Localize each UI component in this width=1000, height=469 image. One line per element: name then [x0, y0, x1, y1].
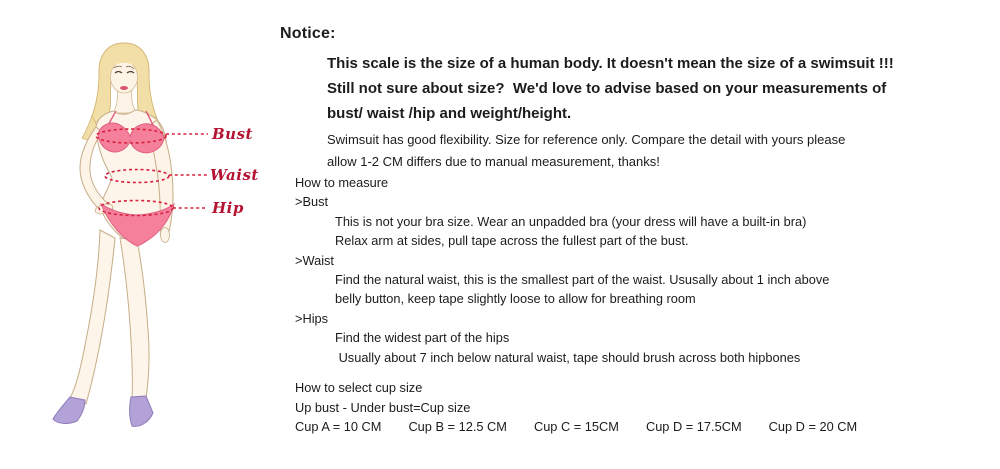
waist-label: Waist: [210, 166, 259, 184]
hip-label: Hip: [212, 199, 244, 217]
measure-hips-line: Usually about 7 inch below natural waist, tape should brush across both hipbones: [335, 349, 801, 365]
headline-warning: [327, 51, 927, 126]
how-to-measure-title: How to measure: [295, 175, 389, 190]
measure-waist-heading: >Waist: [295, 252, 334, 268]
cup-size-item: Cup D = 20 CM: [768, 419, 858, 434]
right-shoe: [130, 396, 153, 426]
bust-label: Bust: [212, 125, 253, 143]
measure-hips-heading: >Hips: [295, 310, 329, 326]
notice-heading: Notice:: [280, 25, 336, 42]
measure-waist-line: belly button, keep tape slightly loose to allow for breathing room: [335, 291, 696, 307]
measure-bust-line: Relax arm at sides, pull tape across the fullest part of the bust.: [335, 233, 689, 249]
measure-waist-line: Find the natural waist, this is the smallest part of the waist. Ususally about 1 inch above: [335, 272, 830, 288]
headline-line: Still not sure about size? We'd love to advise based on your measurements of: [327, 80, 887, 97]
left-leg: [70, 230, 115, 404]
reference-note: [327, 129, 927, 173]
reference-note-line: allow 1-2 CM differs due to manual measurement, thanks!: [327, 154, 660, 169]
right-leg: [120, 238, 149, 399]
cup-size-values: [295, 417, 975, 437]
cup-size-section: [295, 378, 975, 437]
cup-size-item: Cup C = 15CM: [533, 419, 619, 434]
cup-size-title: How to select cup size: [295, 380, 423, 395]
measure-hips-line: Find the widest part of the hips: [335, 330, 510, 346]
cup-size-item: Cup A = 10 CM: [295, 419, 382, 434]
body-measurement-illustration: [0, 0, 270, 469]
measure-bust-line: This is not your bra size. Wear an unpadded bra (your dress will have a built-in bra): [335, 213, 807, 229]
cup-size-formula: Up bust - Under bust=Cup size: [295, 399, 471, 415]
measure-bust-heading: >Bust: [295, 194, 329, 210]
cup-size-item: Cup B = 12.5 CM: [408, 419, 507, 434]
how-to-measure-section: [295, 173, 955, 367]
left-shoe: [53, 397, 85, 423]
headline-line: This scale is the size of a human body. It doesn't mean the size of a swimsuit !!!: [327, 55, 894, 72]
left-hand: [161, 228, 170, 243]
woman-figure-sketch: [0, 0, 270, 469]
cup-size-item: Cup D = 17.5CM: [645, 419, 742, 434]
headline-line: bust/ waist /hip and weight/height.: [327, 105, 572, 122]
lips: [120, 86, 128, 90]
reference-note-line: Swimsuit has good flexibility. Size for reference only. Compare the detail with yours please: [327, 132, 846, 147]
